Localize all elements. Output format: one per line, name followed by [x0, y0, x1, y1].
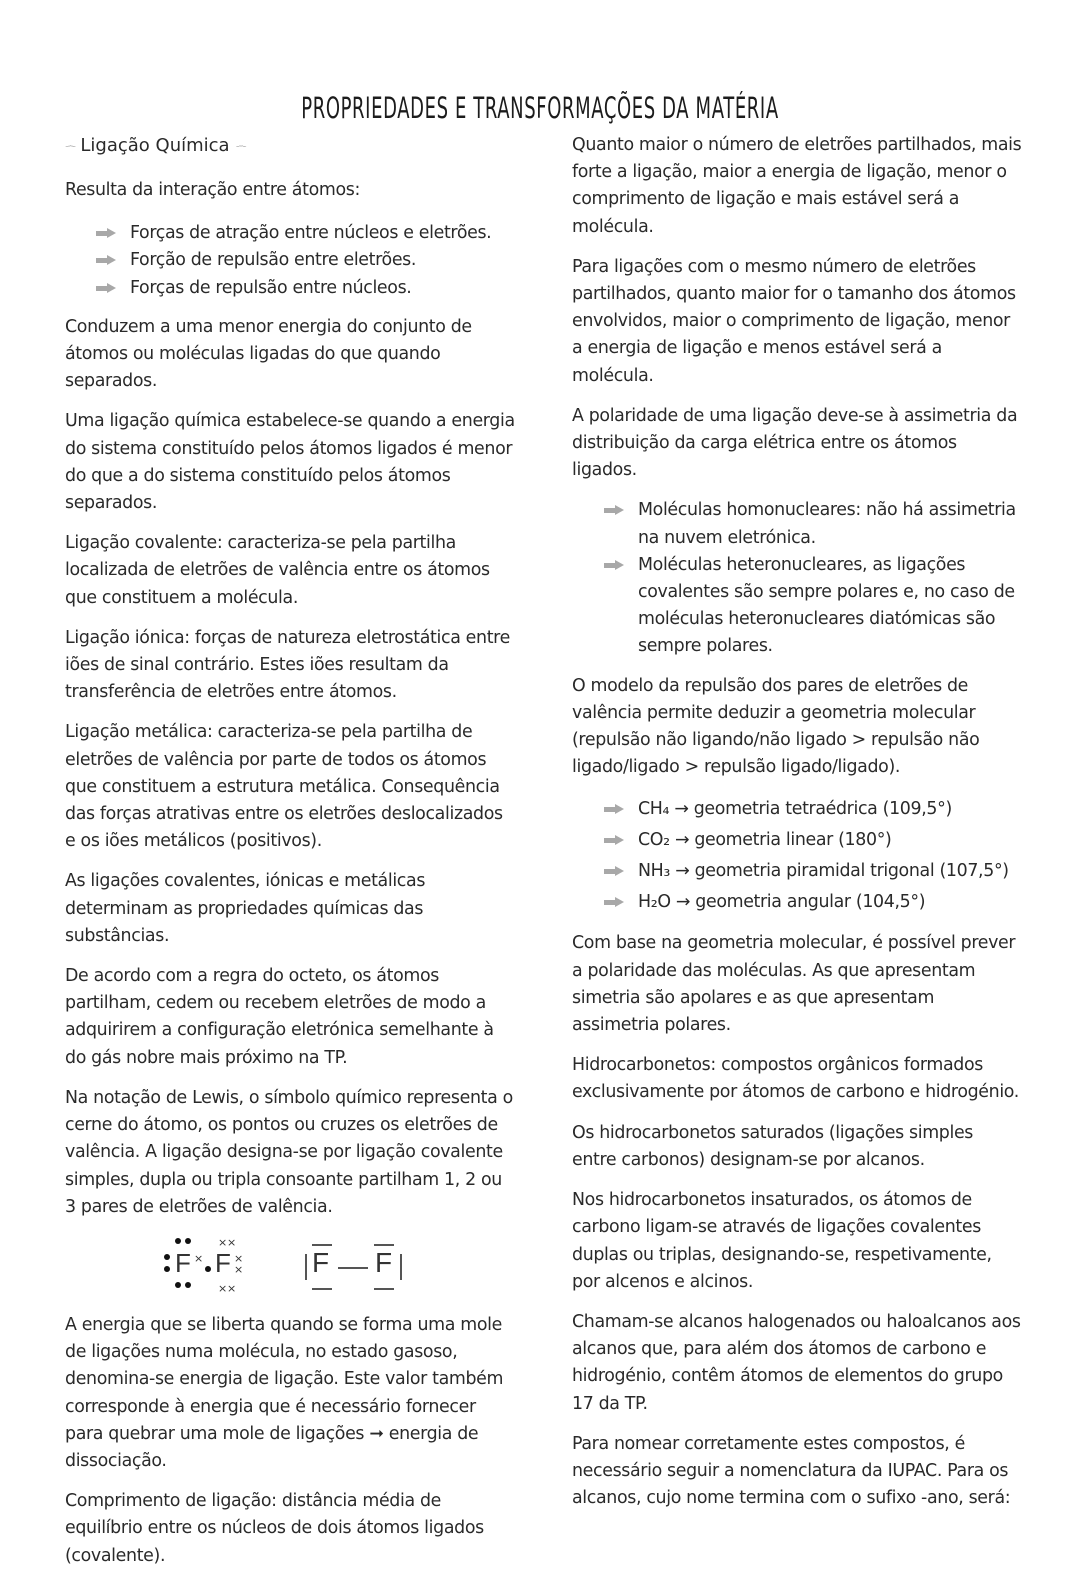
left-column [65, 132, 515, 1583]
paragraph: Uma ligação química estabelece-se quando a energia do sistema constituído pelos átomos ligados é menor do que a do sistema constituído pelos átomos separados. [65, 411, 515, 514]
list-item: Forças de repulsão entre núcleos. [65, 275, 515, 302]
formula: CO₂ [638, 830, 670, 851]
paragraph: Hidrocarbonetos: compostos orgânicos formados exclusivamente por átomos de carbono e hidrogénio. [572, 1055, 1019, 1103]
polarity-list [572, 497, 1022, 660]
arrow-right-icon [604, 897, 624, 908]
paragraph: O modelo da repulsão dos pares de eletrões de valência permite deduzir a geometria molecular (repulsão não ligando/não ligado > repulsão não ligado/ligado > repulsão ligado/ligado). [572, 675, 980, 778]
right-column [572, 132, 1022, 1525]
arrow-right-icon [604, 505, 624, 516]
paragraph: Ligação metálica: caracteriza-se pela partilha de eletrões de valência por parte de todos os átomos que constituem a estrutura metálica. Consequência das forças atrativas entre os eletrões deslocalizados e os iões metálicos (positivos). [65, 722, 503, 852]
forces-list [65, 220, 515, 302]
paragraph: Conduzem a uma menor energia do conjunto de átomos ou moléculas ligadas do que quando separados. [65, 316, 472, 392]
paragraph: Ligação iónica: forças de natureza eletrostática entre iões de sinal contrário. Estes iões resultam da transferência de eletrões entre átomos. [65, 627, 510, 703]
list-item: CO₂ → geometria linear (180°) [572, 825, 1022, 856]
list-item: Moléculas homonucleares: não há assimetria na nuvem eletrónica. [572, 497, 1022, 551]
paragraph: Quanto maior o número de eletrões partilhados, mais forte a ligação, maior a energia de ligação, menor o comprimento de ligação e mais estável será a molécula. [572, 135, 1022, 237]
paragraph: Com base na geometria molecular, é possível prever a polaridade das moléculas. As que apresentam simetria são apolares e as que apresentam assimetria polares. [572, 933, 1016, 1036]
paragraph: Para nomear corretamente estes compostos, é necessário seguir a nomenclatura da IUPAC. Para os alcanos, cujo nome termina com o sufixo -ano, será: [572, 1433, 1011, 1509]
paragraph: Ligação covalente: caracteriza-se pela partilha localizada de eletrões de valência entre os átomos que constituem a molécula. [65, 533, 490, 608]
arrow-right-icon [96, 255, 116, 266]
paragraph: A polaridade de uma ligação deve-se à assimetria da distribuição da carga elétrica entre os átomos ligados. [572, 405, 1018, 481]
lewis-structure-figure [65, 1234, 515, 1296]
flourish-icon: ෴ [235, 141, 245, 150]
arrow-right-icon [96, 283, 116, 294]
list-item: NH₃ → geometria piramidal trigonal (107,5°) [572, 856, 1022, 887]
lewis-dot-notation: F × F × × × × × × [163, 1234, 243, 1296]
flourish-icon: ෴ [65, 141, 75, 150]
section-heading [65, 132, 515, 159]
page-title: PROPRIEDADES E TRANSFORMAÇÕES DA MATÉRIA [301, 91, 779, 126]
geometry-list [572, 794, 1022, 918]
list-item: Forção de repulsão entre eletrões. [65, 247, 515, 274]
lewis-line-notation: F F [305, 1234, 415, 1296]
section-heading-label: Ligação Química [80, 135, 230, 156]
arrow-right-icon [604, 560, 624, 571]
formula: H₂O [638, 892, 671, 913]
paragraph: As ligações covalentes, iónicas e metálicas determinam as propriedades químicas das substâncias. [65, 871, 426, 946]
paragraph: Comprimento de ligação: distância média de equilíbrio entre os núcleos de dois átomos ligados (covalente). [65, 1491, 484, 1566]
paragraph: Na notação de Lewis, o símbolo químico representa o cerne do átomo, os pontos ou cruzes os eletrões de valência. A ligação designa-se por ligação covalente simples, dupla ou tripla consoante partilham 1, 2 ou 3 pares de eletrões de valência. [65, 1087, 513, 1217]
paragraph: De acordo com a regra do octeto, os átomos partilham, cedem ou recebem eletrões de modo a adquirirem a configuração eletrónica semelhante à do gás nobre mais próximo na TP. [65, 966, 494, 1068]
arrow-right-icon [604, 835, 624, 846]
paragraph: Nos hidrocarbonetos insaturados, os átomos de carbono ligam-se através de ligações covalentes duplas ou triplas, designando-se, respetivamente, por alcenos e alcinos. [572, 1190, 992, 1292]
paragraph: A energia que se liberta quando se forma uma mole de ligações numa molécula, no estado gasoso, denomina-se energia de ligação. Este valor também corresponde à energia que é necessário fornecer para quebrar uma mole de ligações ➞ energia de dissociação. [65, 1314, 504, 1471]
arrow-right-icon [604, 866, 624, 877]
list-item: Forças de atração entre núcleos e eletrões. [65, 220, 515, 247]
arrow-right-icon [604, 804, 624, 815]
formula: CH₄ [638, 799, 670, 820]
arrow-right-icon [96, 228, 116, 239]
list-item: H₂O → geometria angular (104,5°) [572, 887, 1022, 918]
formula: NH₃ [638, 861, 671, 882]
paragraph: Chamam-se alcanos halogenados ou haloalcanos aos alcanos que, para além dos átomos de carbono e hidrogénio, contêm átomos de elementos do grupo 17 da TP. [572, 1311, 1021, 1414]
intro-text: Resulta da interação entre átomos: [65, 180, 360, 200]
paragraph: Para ligações com o mesmo número de eletrões partilhados, quanto maior for o tamanho dos átomos envolvidos, maior o comprimento de ligação, menor a energia de ligação e menos estável será a molécula. [572, 256, 1016, 386]
paragraph: Os hidrocarbonetos saturados (ligações simples entre carbonos) designam-se por alcanos. [572, 1122, 974, 1170]
list-item: CH₄ → geometria tetraédrica (109,5°) [572, 794, 1022, 825]
list-item: Moléculas heteronucleares, as ligações covalentes são sempre polares e, no caso de moléculas heteronucleares diatómicas são sempre polares. [572, 552, 1022, 661]
